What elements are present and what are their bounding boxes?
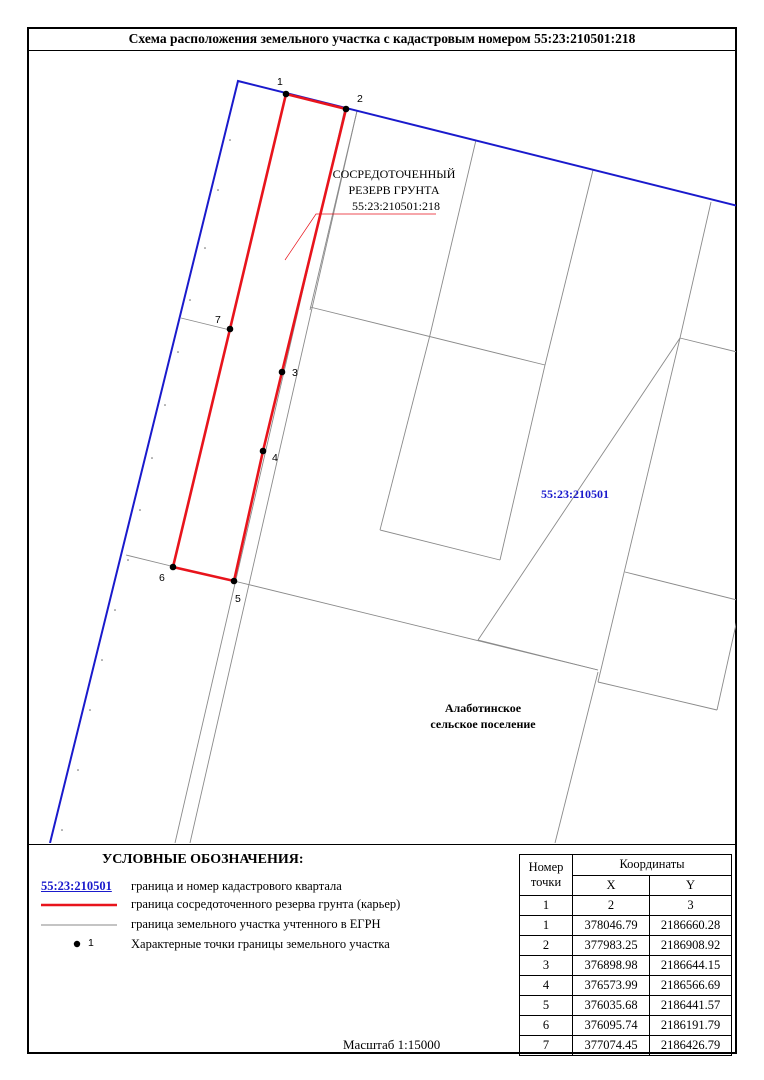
column-number-cell: 2: [573, 896, 650, 916]
header-coordinates: Координаты: [573, 855, 732, 876]
quarter-edge-dots: [61, 139, 231, 831]
point-label-2: 2: [357, 93, 363, 105]
point-marker-1: [283, 91, 290, 98]
quarter-label: 55:23:210501: [541, 487, 609, 501]
point-label-4: 4: [272, 452, 278, 464]
legend-item-label: граница и номер кадастрового квартала: [131, 879, 342, 893]
point-label-5: 5: [235, 593, 241, 605]
boundary-points: [170, 91, 350, 585]
registered-parcel-boundaries: [126, 108, 737, 843]
table-row: [520, 1016, 732, 1036]
settlement-label-line-1: Алаботинское: [444, 701, 522, 715]
point-number-cell: 3: [520, 956, 573, 976]
point-label-1: 1: [277, 76, 283, 88]
legend-item-parcel: [41, 916, 521, 934]
legend-item-label: граница сосредоточенного резерва грунта (карьер): [131, 897, 401, 911]
table-row: [520, 976, 732, 996]
point-number-cell: 6: [520, 1016, 573, 1036]
point-sample-number: 1: [88, 937, 94, 949]
header-point-number: Номер точки: [520, 855, 573, 896]
point-marker-7: [227, 326, 234, 333]
y-cell: 2186566.69: [650, 976, 732, 996]
point-label-6: 6: [159, 572, 165, 584]
column-number-cell: 1: [520, 896, 573, 916]
x-cell: 376898.98: [573, 956, 650, 976]
point-marker-5: [231, 578, 238, 585]
y-cell: 2186426.79: [650, 1036, 732, 1056]
parcel-label-line-3: 55:23:210501:218: [351, 199, 441, 213]
red-line-sample: [41, 896, 117, 914]
x-cell: 376573.99: [573, 976, 650, 996]
map-scale: Масштаб 1:15000: [343, 1037, 441, 1052]
x-cell: 376035.68: [573, 996, 650, 1016]
point-marker-4: [260, 448, 267, 455]
parcel-label-line-1: СОСРЕДОТОЧЕННЫЙ: [332, 167, 456, 181]
legend-item-label: граница земельного участка учтенного в ЕГРН: [131, 917, 381, 931]
legend-item-label: Характерные точки границы земельного участка: [131, 937, 390, 951]
legend-title: УСЛОВНЫЕ ОБОЗНАЧЕНИЯ:: [102, 852, 304, 867]
x-cell: 378046.79: [573, 916, 650, 936]
point-marker-2: [343, 106, 350, 113]
table-row: [520, 936, 732, 956]
point-number-cell: 1: [520, 916, 573, 936]
point-label-3: 3: [292, 367, 298, 379]
x-cell: 376095.74: [573, 1016, 650, 1036]
header-y: Y: [650, 875, 732, 896]
coordinates-table: [519, 854, 732, 1056]
y-cell: 2186441.57: [650, 996, 732, 1016]
settlement-label-line-2: сельское поселение: [430, 717, 536, 731]
point-label-7: 7: [215, 314, 221, 326]
table-row: [520, 956, 732, 976]
legend-quarter-sample: 55:23:210501: [41, 879, 112, 893]
point-marker-6: [170, 564, 177, 571]
column-number-cell: 3: [650, 896, 732, 916]
label-leader-line: [285, 214, 436, 260]
legend-item-reserve: [41, 896, 521, 914]
point-number-cell: 4: [520, 976, 573, 996]
header-x: X: [573, 875, 650, 896]
parcel-label-line-2: РЕЗЕРВ ГРУНТА: [348, 183, 440, 197]
y-cell: 2186644.15: [650, 956, 732, 976]
x-cell: 377983.25: [573, 936, 650, 956]
legend-item-quarter: [41, 878, 521, 896]
y-cell: 2186191.79: [650, 1016, 732, 1036]
reserve-boundary: [173, 94, 346, 581]
point-marker-3: [279, 369, 286, 376]
point-number-cell: 7: [520, 1036, 573, 1056]
point-number-cell: 5: [520, 996, 573, 1016]
page-title: Схема расположения земельного участка с кадастровым номером 55:23:210501:218: [27, 27, 737, 51]
table-row: [520, 916, 732, 936]
point-sample-icon: [41, 936, 117, 954]
x-cell: 377074.45: [573, 1036, 650, 1056]
table-row: [520, 1036, 732, 1056]
table-row: [520, 996, 732, 1016]
point-number-cell: 2: [520, 936, 573, 956]
legend-item-points: [41, 936, 521, 954]
y-cell: 2186660.28: [650, 916, 732, 936]
grey-line-sample: [41, 916, 117, 934]
y-cell: 2186908.92: [650, 936, 732, 956]
